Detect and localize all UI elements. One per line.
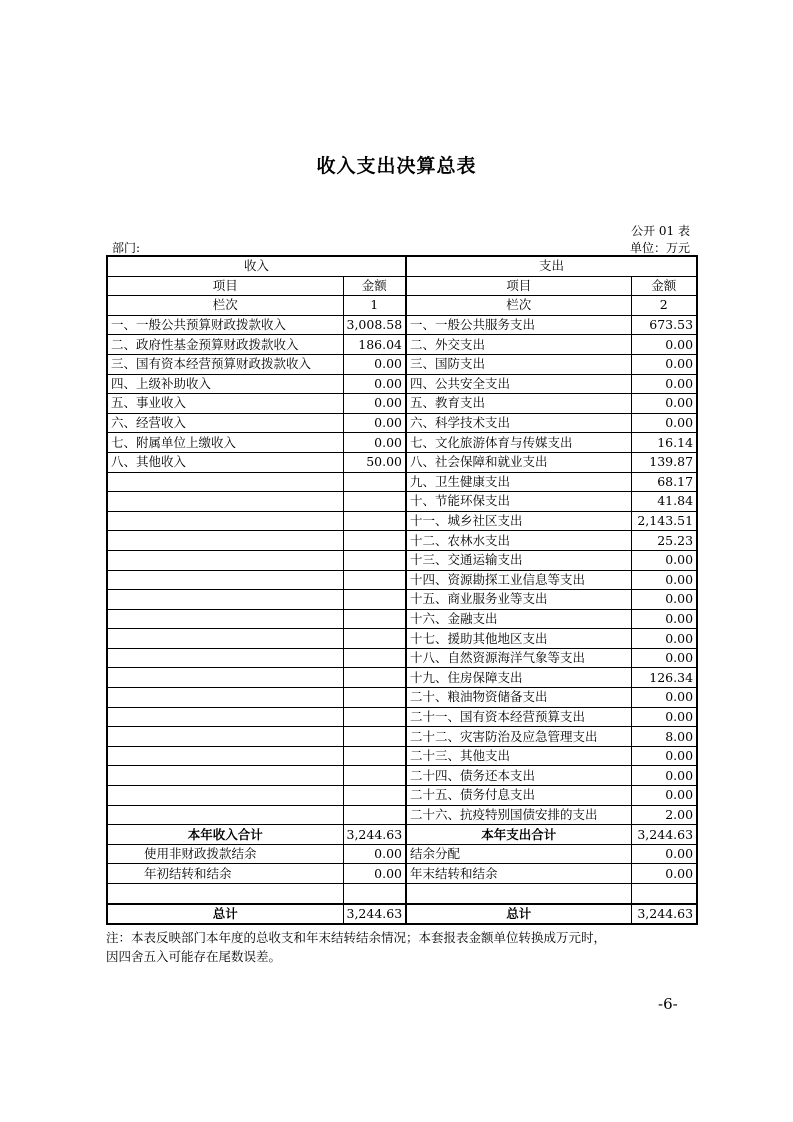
table-row — [107, 570, 697, 590]
expense-item-cell: 二十、粮油物资储备支出 — [406, 688, 631, 708]
expense-item-cell: 二、外交支出 — [406, 335, 631, 355]
expense-item-cell: 十八、自然资源海洋气象等支出 — [406, 648, 631, 668]
table-row — [107, 668, 697, 688]
income-expense-table — [106, 255, 698, 925]
expense-item-cell: 九、卫生健康支出 — [406, 472, 631, 492]
expense-item-header: 项目 — [406, 276, 631, 296]
income-amount-cell — [343, 746, 406, 766]
expense-item-cell: 十六、金融支出 — [406, 609, 631, 629]
expense-amount-cell: 0.00 — [631, 688, 697, 708]
income-amount-cell: 0.00 — [343, 394, 406, 414]
table-row — [107, 707, 697, 727]
table-row — [107, 354, 697, 374]
expense-item-cell: 十九、住房保障支出 — [406, 668, 631, 688]
expense-amount-cell: 25.23 — [631, 531, 697, 551]
footnote-line-1: 注：本表反映部门本年度的总收支和年末结转结余情况；本套报表金额单位转换成万元时， — [106, 930, 607, 945]
income-amount-cell: 0.00 — [343, 433, 406, 453]
income-amount-cell: 0.00 — [343, 864, 406, 884]
expense-item-cell: 八、社会保障和就业支出 — [406, 452, 631, 472]
expense-amount-cell: 0.00 — [631, 550, 697, 570]
income-item-cell — [107, 766, 343, 786]
unit-label: 单位：万元 — [629, 241, 690, 255]
expense-item-cell: 十三、交通运输支出 — [406, 550, 631, 570]
income-item-cell — [107, 884, 343, 904]
income-amount-cell: 0.00 — [343, 374, 406, 394]
income-amount-cell — [343, 511, 406, 531]
table-row — [107, 413, 697, 433]
income-column-label: 栏次 — [107, 296, 343, 316]
table-row — [107, 805, 697, 825]
table-row — [107, 394, 697, 414]
total-row — [107, 904, 697, 925]
expense-amount-header: 金额 — [631, 276, 697, 296]
income-item-cell: 一、一般公共预算财政拨款收入 — [107, 315, 343, 335]
expense-amount-cell: 0.00 — [631, 629, 697, 649]
expense-item-cell: 二十四、债务还本支出 — [406, 766, 631, 786]
expense-column-number: 2 — [631, 296, 697, 316]
income-item-cell — [107, 786, 343, 806]
expense-item-cell: 五、教育支出 — [406, 394, 631, 414]
expense-amount-cell: 16.14 — [631, 433, 697, 453]
income-item-cell: 四、上级补助收入 — [107, 374, 343, 394]
table-row — [107, 590, 697, 610]
expense-item-cell: 十五、商业服务业等支出 — [406, 590, 631, 610]
expense-total-amount: 3,244.63 — [631, 904, 697, 925]
table-row — [107, 315, 697, 335]
expense-item-cell: 二十一、国有资本经营预算支出 — [406, 707, 631, 727]
expense-item-cell: 十二、农林水支出 — [406, 531, 631, 551]
income-subtotal-label: 本年收入合计 — [107, 825, 343, 845]
income-amount-cell: 0.00 — [343, 413, 406, 433]
expense-item-cell: 三、国防支出 — [406, 354, 631, 374]
income-amount-cell: 0.00 — [343, 844, 406, 864]
table-row — [107, 884, 697, 904]
income-amount-cell — [343, 531, 406, 551]
expense-item-cell: 一、一般公共服务支出 — [406, 315, 631, 335]
income-item-cell — [107, 472, 343, 492]
expense-item-cell: 二十三、其他支出 — [406, 746, 631, 766]
income-amount-cell: 3,008.58 — [343, 315, 406, 335]
income-amount-cell — [343, 884, 406, 904]
table-row — [107, 452, 697, 472]
income-amount-cell — [343, 492, 406, 512]
income-item-cell — [107, 668, 343, 688]
footnote-line-2: 因四舍五入可能存在尾数误差。 — [106, 949, 282, 964]
form-number: 公开 01 表 — [631, 224, 690, 238]
income-item-cell — [107, 492, 343, 512]
table-row — [107, 492, 697, 512]
income-item-cell — [107, 590, 343, 610]
table-row — [107, 844, 697, 864]
income-amount-cell: 0.00 — [343, 354, 406, 374]
table-row — [107, 531, 697, 551]
expense-amount-cell: 2,143.51 — [631, 511, 697, 531]
table-row — [107, 472, 697, 492]
expense-item-cell: 四、公共安全支出 — [406, 374, 631, 394]
expense-item-cell: 二十五、债务付息支出 — [406, 786, 631, 806]
income-item-cell: 八、其他收入 — [107, 452, 343, 472]
expense-amount-cell: 0.00 — [631, 746, 697, 766]
expense-amount-cell: 0.00 — [631, 707, 697, 727]
income-amount-cell — [343, 590, 406, 610]
expense-amount-cell: 0.00 — [631, 413, 697, 433]
income-item-cell: 三、国有资本经营预算财政拨款收入 — [107, 354, 343, 374]
income-amount-cell — [343, 570, 406, 590]
income-item-cell — [107, 688, 343, 708]
header-row-section — [107, 256, 697, 276]
income-item-cell — [107, 648, 343, 668]
income-item-cell — [107, 805, 343, 825]
income-item-cell — [107, 707, 343, 727]
expense-amount-cell: 41.84 — [631, 492, 697, 512]
expense-item-cell: 十四、资源勘探工业信息等支出 — [406, 570, 631, 590]
income-total-label: 总计 — [107, 904, 343, 925]
income-amount-header: 金额 — [343, 276, 406, 296]
income-item-cell: 使用非财政拨款结余 — [107, 844, 343, 864]
income-amount-cell — [343, 805, 406, 825]
table-row — [107, 433, 697, 453]
expense-item-cell: 二十二、灾害防治及应急管理支出 — [406, 727, 631, 747]
header-row-columns — [107, 276, 697, 296]
footnote — [106, 928, 706, 966]
income-amount-cell: 186.04 — [343, 335, 406, 355]
expense-item-cell: 结余分配 — [406, 844, 631, 864]
expense-amount-cell: 68.17 — [631, 472, 697, 492]
table-row — [107, 766, 697, 786]
expense-amount-cell: 0.00 — [631, 648, 697, 668]
table-row — [107, 511, 697, 531]
expense-item-cell: 十、节能环保支出 — [406, 492, 631, 512]
page-number: -6- — [658, 995, 678, 1013]
income-amount-cell — [343, 766, 406, 786]
table-row — [107, 864, 697, 884]
expense-total-label: 总计 — [406, 904, 631, 925]
table-row — [107, 786, 697, 806]
expense-amount-cell: 0.00 — [631, 864, 697, 884]
expense-amount-cell: 0.00 — [631, 844, 697, 864]
income-amount-cell — [343, 648, 406, 668]
expense-amount-cell: 0.00 — [631, 590, 697, 610]
expense-item-cell — [406, 884, 631, 904]
table-row — [107, 609, 697, 629]
expense-section-header: 支出 — [406, 256, 697, 276]
income-item-cell — [107, 727, 343, 747]
table-row — [107, 727, 697, 747]
income-item-cell: 七、附属单位上缴收入 — [107, 433, 343, 453]
income-amount-cell — [343, 727, 406, 747]
expense-amount-cell: 139.87 — [631, 452, 697, 472]
income-amount-cell — [343, 550, 406, 570]
table-row — [107, 374, 697, 394]
income-amount-cell — [343, 688, 406, 708]
expense-amount-cell: 0.00 — [631, 609, 697, 629]
expense-column-label: 栏次 — [406, 296, 631, 316]
header-row-index — [107, 296, 697, 316]
table-row — [107, 746, 697, 766]
income-item-cell: 年初结转和结余 — [107, 864, 343, 884]
expense-item-cell: 二十六、抗疫特别国债安排的支出 — [406, 805, 631, 825]
subtotal-row — [107, 825, 697, 845]
income-item-cell: 五、事业收入 — [107, 394, 343, 414]
expense-amount-cell: 0.00 — [631, 374, 697, 394]
income-amount-cell — [343, 707, 406, 727]
table-row — [107, 629, 697, 649]
expense-amount-cell: 0.00 — [631, 354, 697, 374]
income-item-cell — [107, 550, 343, 570]
expense-amount-cell: 0.00 — [631, 335, 697, 355]
expense-amount-cell: 0.00 — [631, 570, 697, 590]
table-row — [107, 335, 697, 355]
income-item-header: 项目 — [107, 276, 343, 296]
income-amount-cell — [343, 472, 406, 492]
income-item-cell — [107, 746, 343, 766]
department-label: 部门: — [112, 241, 141, 255]
table-row — [107, 648, 697, 668]
expense-amount-cell: 0.00 — [631, 766, 697, 786]
income-total-amount: 3,244.63 — [343, 904, 406, 925]
expense-amount-cell: 0.00 — [631, 786, 697, 806]
expense-subtotal-amount: 3,244.63 — [631, 825, 697, 845]
expense-item-cell: 年末结转和结余 — [406, 864, 631, 884]
expense-item-cell: 六、科学技术支出 — [406, 413, 631, 433]
income-column-number: 1 — [343, 296, 406, 316]
expense-amount-cell: 126.34 — [631, 668, 697, 688]
expense-item-cell: 十七、援助其他地区支出 — [406, 629, 631, 649]
table-row — [107, 688, 697, 708]
income-amount-cell: 50.00 — [343, 452, 406, 472]
income-amount-cell — [343, 668, 406, 688]
table-row — [107, 550, 697, 570]
expense-amount-cell: 673.53 — [631, 315, 697, 335]
income-subtotal-amount: 3,244.63 — [343, 825, 406, 845]
page-title: 收入支出决算总表 — [316, 155, 477, 177]
expense-amount-cell: 2.00 — [631, 805, 697, 825]
income-section-header: 收入 — [107, 256, 406, 276]
income-item-cell — [107, 570, 343, 590]
expense-amount-cell: 0.00 — [631, 394, 697, 414]
income-amount-cell — [343, 629, 406, 649]
expense-item-cell: 十一、城乡社区支出 — [406, 511, 631, 531]
income-item-cell — [107, 629, 343, 649]
expense-amount-cell — [631, 884, 697, 904]
income-item-cell: 二、政府性基金预算财政拨款收入 — [107, 335, 343, 355]
income-item-cell — [107, 511, 343, 531]
income-amount-cell — [343, 609, 406, 629]
income-item-cell — [107, 531, 343, 551]
expense-subtotal-label: 本年支出合计 — [406, 825, 631, 845]
expense-amount-cell: 8.00 — [631, 727, 697, 747]
income-item-cell — [107, 609, 343, 629]
expense-item-cell: 七、文化旅游体育与传媒支出 — [406, 433, 631, 453]
income-amount-cell — [343, 786, 406, 806]
income-item-cell: 六、经营收入 — [107, 413, 343, 433]
